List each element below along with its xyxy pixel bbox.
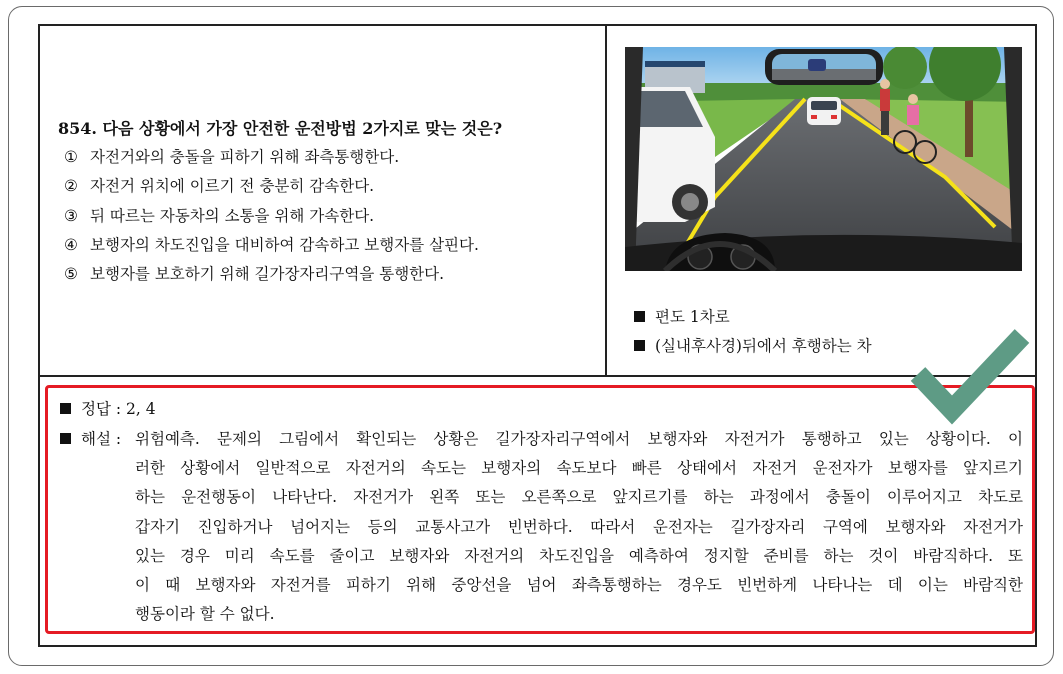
explanation-line: 위험예측. 문제의 그림에서 확인되는 상황은 길가장자리구역에서 보행자와 자전거가 통행하고 있는 상황이다. 이 <box>135 430 1023 448</box>
option-number: ⑤ <box>64 265 78 284</box>
table-divider-horizontal <box>38 375 1037 377</box>
bullet-square-icon <box>60 433 71 444</box>
answer-value: 2, 4 <box>126 400 156 418</box>
explanation-heading <box>60 425 121 454</box>
option-list <box>64 143 479 289</box>
explanation-line: 러한 상황에서 일반적으로 자전거의 속도는 보행자의 속도보다 빠른 상태에서 자전거 운전자가 보행자를 앞지르기 <box>135 459 1023 478</box>
option-text: 자전거 위치에 이르기 전 충분히 감속한다. <box>90 177 375 196</box>
explanation-line: 갑자기 진입하거나 넘어지는 등의 교통사고가 빈번하다. 따라서 운전자는 길가장자리 구역에 보행자와 자전거가 <box>135 517 1023 536</box>
option-text: 보행자를 보호하기 위해 길가장자리구역을 통행한다. <box>90 265 445 284</box>
option-number: ② <box>64 177 78 196</box>
bullet-square-icon <box>60 403 71 414</box>
answer-label: 정답 : <box>81 400 127 418</box>
option-item <box>64 231 479 260</box>
option-item <box>64 260 479 289</box>
condition-list <box>634 303 872 361</box>
condition-text: (실내후사경)뒤에서 후행하는 차 <box>655 337 872 355</box>
answer-line <box>60 396 156 422</box>
option-item <box>64 143 479 172</box>
condition-text: 편도 1차로 <box>655 308 730 326</box>
explanation-line: 하는 운전행동이 나타난다. 자전거가 왼쪽 또는 오른쪽으로 앞지르기를 하는 과정에서 충돌이 이루어지고 차도로 <box>135 488 1023 507</box>
checkmark-icon <box>908 322 1032 428</box>
bullet-square-icon <box>634 340 645 351</box>
explanation-line: 있는 경우 미리 속도를 줄이고 보행자와 자전거의 차도진입을 예측하여 정지할 준비를 하는 것이 바람직하다. 또 <box>135 546 1023 565</box>
table-divider-vertical <box>605 24 607 376</box>
option-item <box>64 172 479 201</box>
option-item <box>64 202 479 231</box>
option-number: ③ <box>64 206 78 225</box>
driving-scene-illustration <box>625 47 1022 271</box>
question-title: 854. 다음 상황에서 가장 안전한 운전방법 2가지로 맞는 것은? <box>58 119 503 138</box>
explanation-label: 해설 : <box>81 430 122 448</box>
option-number: ① <box>64 148 78 166</box>
explanation-line: 행동이라 할 수 없다. <box>135 605 275 624</box>
option-number: ④ <box>64 235 78 254</box>
condition-item <box>634 303 872 332</box>
option-text: 뒤 따르는 자동차의 소통을 위해 가속한다. <box>90 206 375 225</box>
option-text: 자전거와의 충돌을 피하기 위해 좌측통행한다. <box>90 148 400 166</box>
explanation-text <box>135 425 1023 629</box>
condition-item <box>634 332 872 361</box>
bullet-square-icon <box>634 311 645 322</box>
explanation-line: 이 때 보행자와 자전거를 피하기 위해 중앙선을 넘어 좌측통행하는 경우도 빈번하게 나타나는 데 이는 바람직한 <box>135 576 1023 595</box>
option-text: 보행자의 차도진입을 대비하여 감속하고 보행자를 살핀다. <box>90 235 479 254</box>
